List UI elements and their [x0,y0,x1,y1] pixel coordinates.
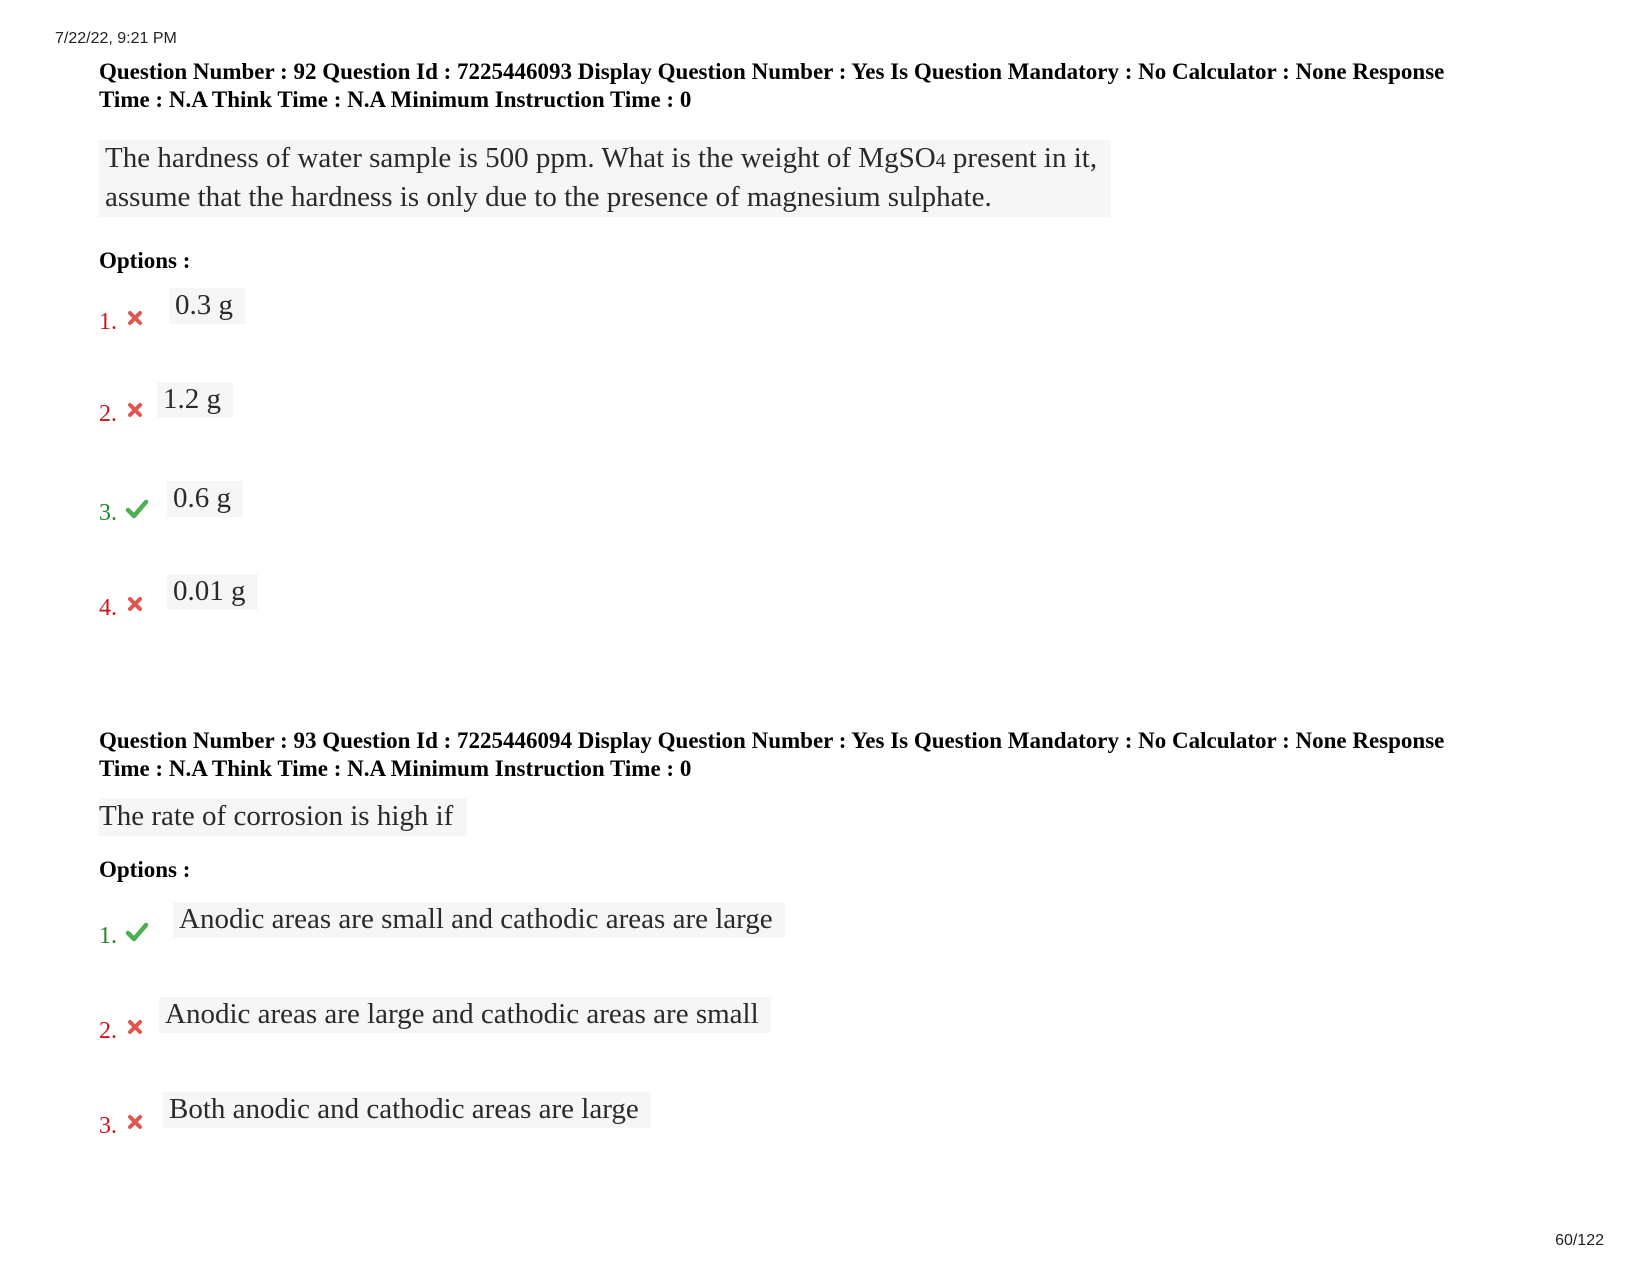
cross-icon [127,596,143,612]
option-number: 3. [99,1113,117,1139]
question-meta [99,727,1599,783]
option-number: 1. [99,309,117,335]
option-text: 0.6 g [167,481,243,517]
option-1 [99,288,1099,336]
option-3 [99,479,1099,527]
option-number: 2. [99,1018,117,1044]
cross-icon [127,310,143,326]
question-92 [99,58,1599,621]
question-meta [99,58,1599,114]
option-3 [99,1092,1099,1140]
option-text: 1.2 g [157,382,233,418]
option-2 [99,997,1099,1045]
option-text: 0.3 g [169,288,245,324]
check-icon [125,499,149,519]
question-text [99,140,1111,217]
question-93 [99,727,1599,1139]
option-number: 1. [99,923,117,949]
cross-icon [127,402,143,418]
question-meta-line-1: Question Number : 92 Question Id : 7225446093 Display Question Number : Yes Is Question Mandatory : No Calculator : None Response [99,59,1445,84]
option-text: Anodic areas are small and cathodic areas are large [173,902,785,938]
options-label: Options : [99,248,191,273]
check-icon [125,922,149,942]
option-1 [99,902,1099,950]
question-text [99,798,467,836]
option-text: Anodic areas are large and cathodic areas are small [159,997,771,1033]
cross-icon [127,1114,143,1130]
option-2 [99,380,1099,428]
question-meta-line-1: Question Number : 93 Question Id : 7225446094 Display Question Number : Yes Is Question Mandatory : No Calculator : None Response [99,728,1445,753]
question-text-line-1: The hardness of water sample is 500 ppm. What is the weight of MgSO4 present in it, [105,142,1098,174]
option-number: 4. [99,595,117,621]
option-text: Both anodic and cathodic areas are large [163,1092,651,1128]
option-4 [99,574,1099,622]
page-number: 60/122 [1555,1232,1604,1249]
cross-icon [127,1019,143,1035]
question-text-line-2: assume that the hardness is only due to the presence of magnesium sulphate. [105,181,992,213]
option-number: 3. [99,500,117,526]
option-text: 0.01 g [167,574,258,610]
question-meta-line-2: Time : N.A Think Time : N.A Minimum Instruction Time : 0 [99,756,692,781]
question-text-line-1: The rate of corrosion is high if [99,800,454,832]
option-number: 2. [99,401,117,427]
print-timestamp: 7/22/22, 9:21 PM [55,30,177,47]
question-meta-line-2: Time : N.A Think Time : N.A Minimum Instruction Time : 0 [99,87,692,112]
options-label: Options : [99,857,191,882]
